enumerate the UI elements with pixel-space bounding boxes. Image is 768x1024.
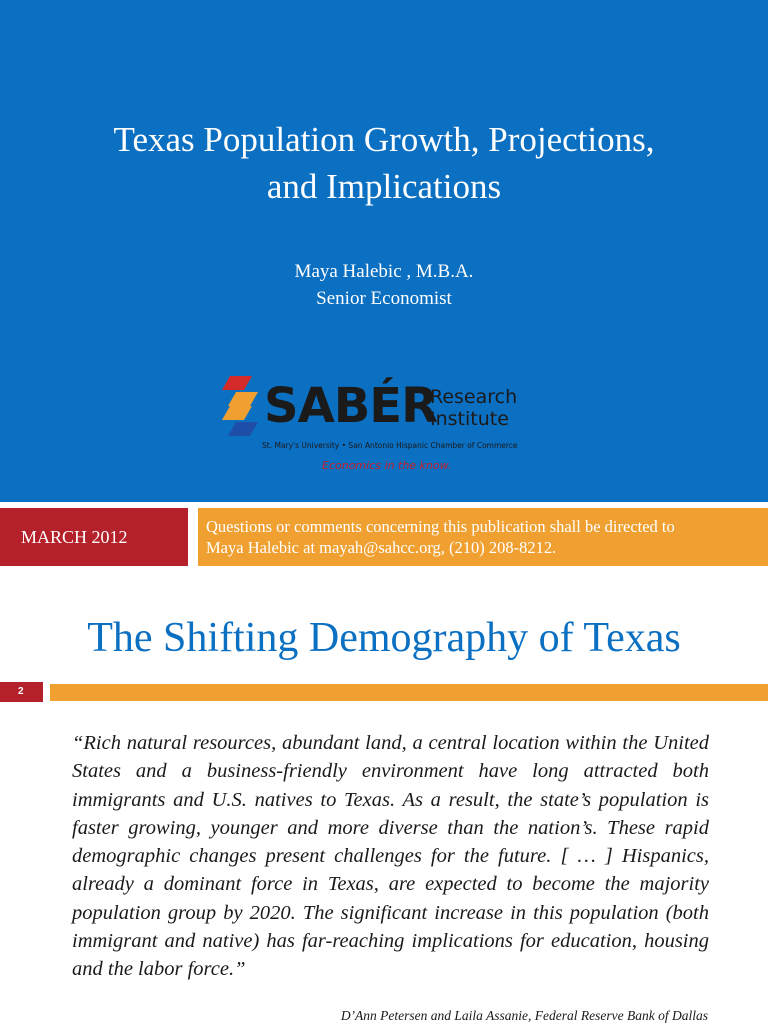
contact-line-1: Questions or comments concerning this publication shall be directed to	[206, 517, 675, 536]
slide-heading: The Shifting Demography of Texas	[87, 615, 681, 661]
logo-affiliation: St. Mary's University • San Antonio Hispanic Chamber of Commerce	[262, 441, 518, 450]
logo-tagline: Economics in the know.	[322, 459, 452, 472]
saber-mark-icon	[222, 376, 258, 436]
contact-box	[198, 508, 768, 566]
quote-source: D’Ann Petersen and Laila Assanie, Federal Reserve Bank of Dallas	[340, 1008, 708, 1023]
logo-wordmark: SABÉR	[264, 378, 438, 434]
author-name: Maya Halebic , M.B.A.	[294, 261, 474, 282]
presentation-title	[0, 116, 768, 210]
saber-logo	[222, 376, 552, 476]
logo-sub-line-2: Institute	[430, 408, 509, 430]
quote-text: “Rich natural resources, abundant land, a central location within the United States and a business-friendly environment have long attracted both immigrants and U.S. natives to Texas. As a result, the state’s population is faster growing, younger and more diverse than the nation’s. These rapid demographic changes present challenges for the future. [ … ] Hispanics, already a dominant force in Texas, are expected to become the majority population group by 2020. The significant increase in this population (both immigrant and native) has far-reaching implications for education, housing and the labor force.”	[72, 732, 709, 981]
slide-number: 2	[0, 682, 43, 702]
author-role: Senior Economist	[316, 288, 452, 309]
logo-subtitle	[430, 386, 517, 430]
contact-line-2: Maya Halebic at mayah@sahcc.org, (210) 208-8212.	[206, 538, 557, 557]
header-bar	[50, 684, 768, 701]
publication-date: MARCH 2012	[21, 526, 128, 547]
logo-sub-line-1: Research	[430, 386, 518, 408]
author-block	[0, 258, 768, 312]
title-line-2: and Implications	[266, 167, 502, 206]
date-box	[0, 508, 188, 566]
title-line-1: Texas Population Growth, Projections,	[113, 120, 655, 159]
